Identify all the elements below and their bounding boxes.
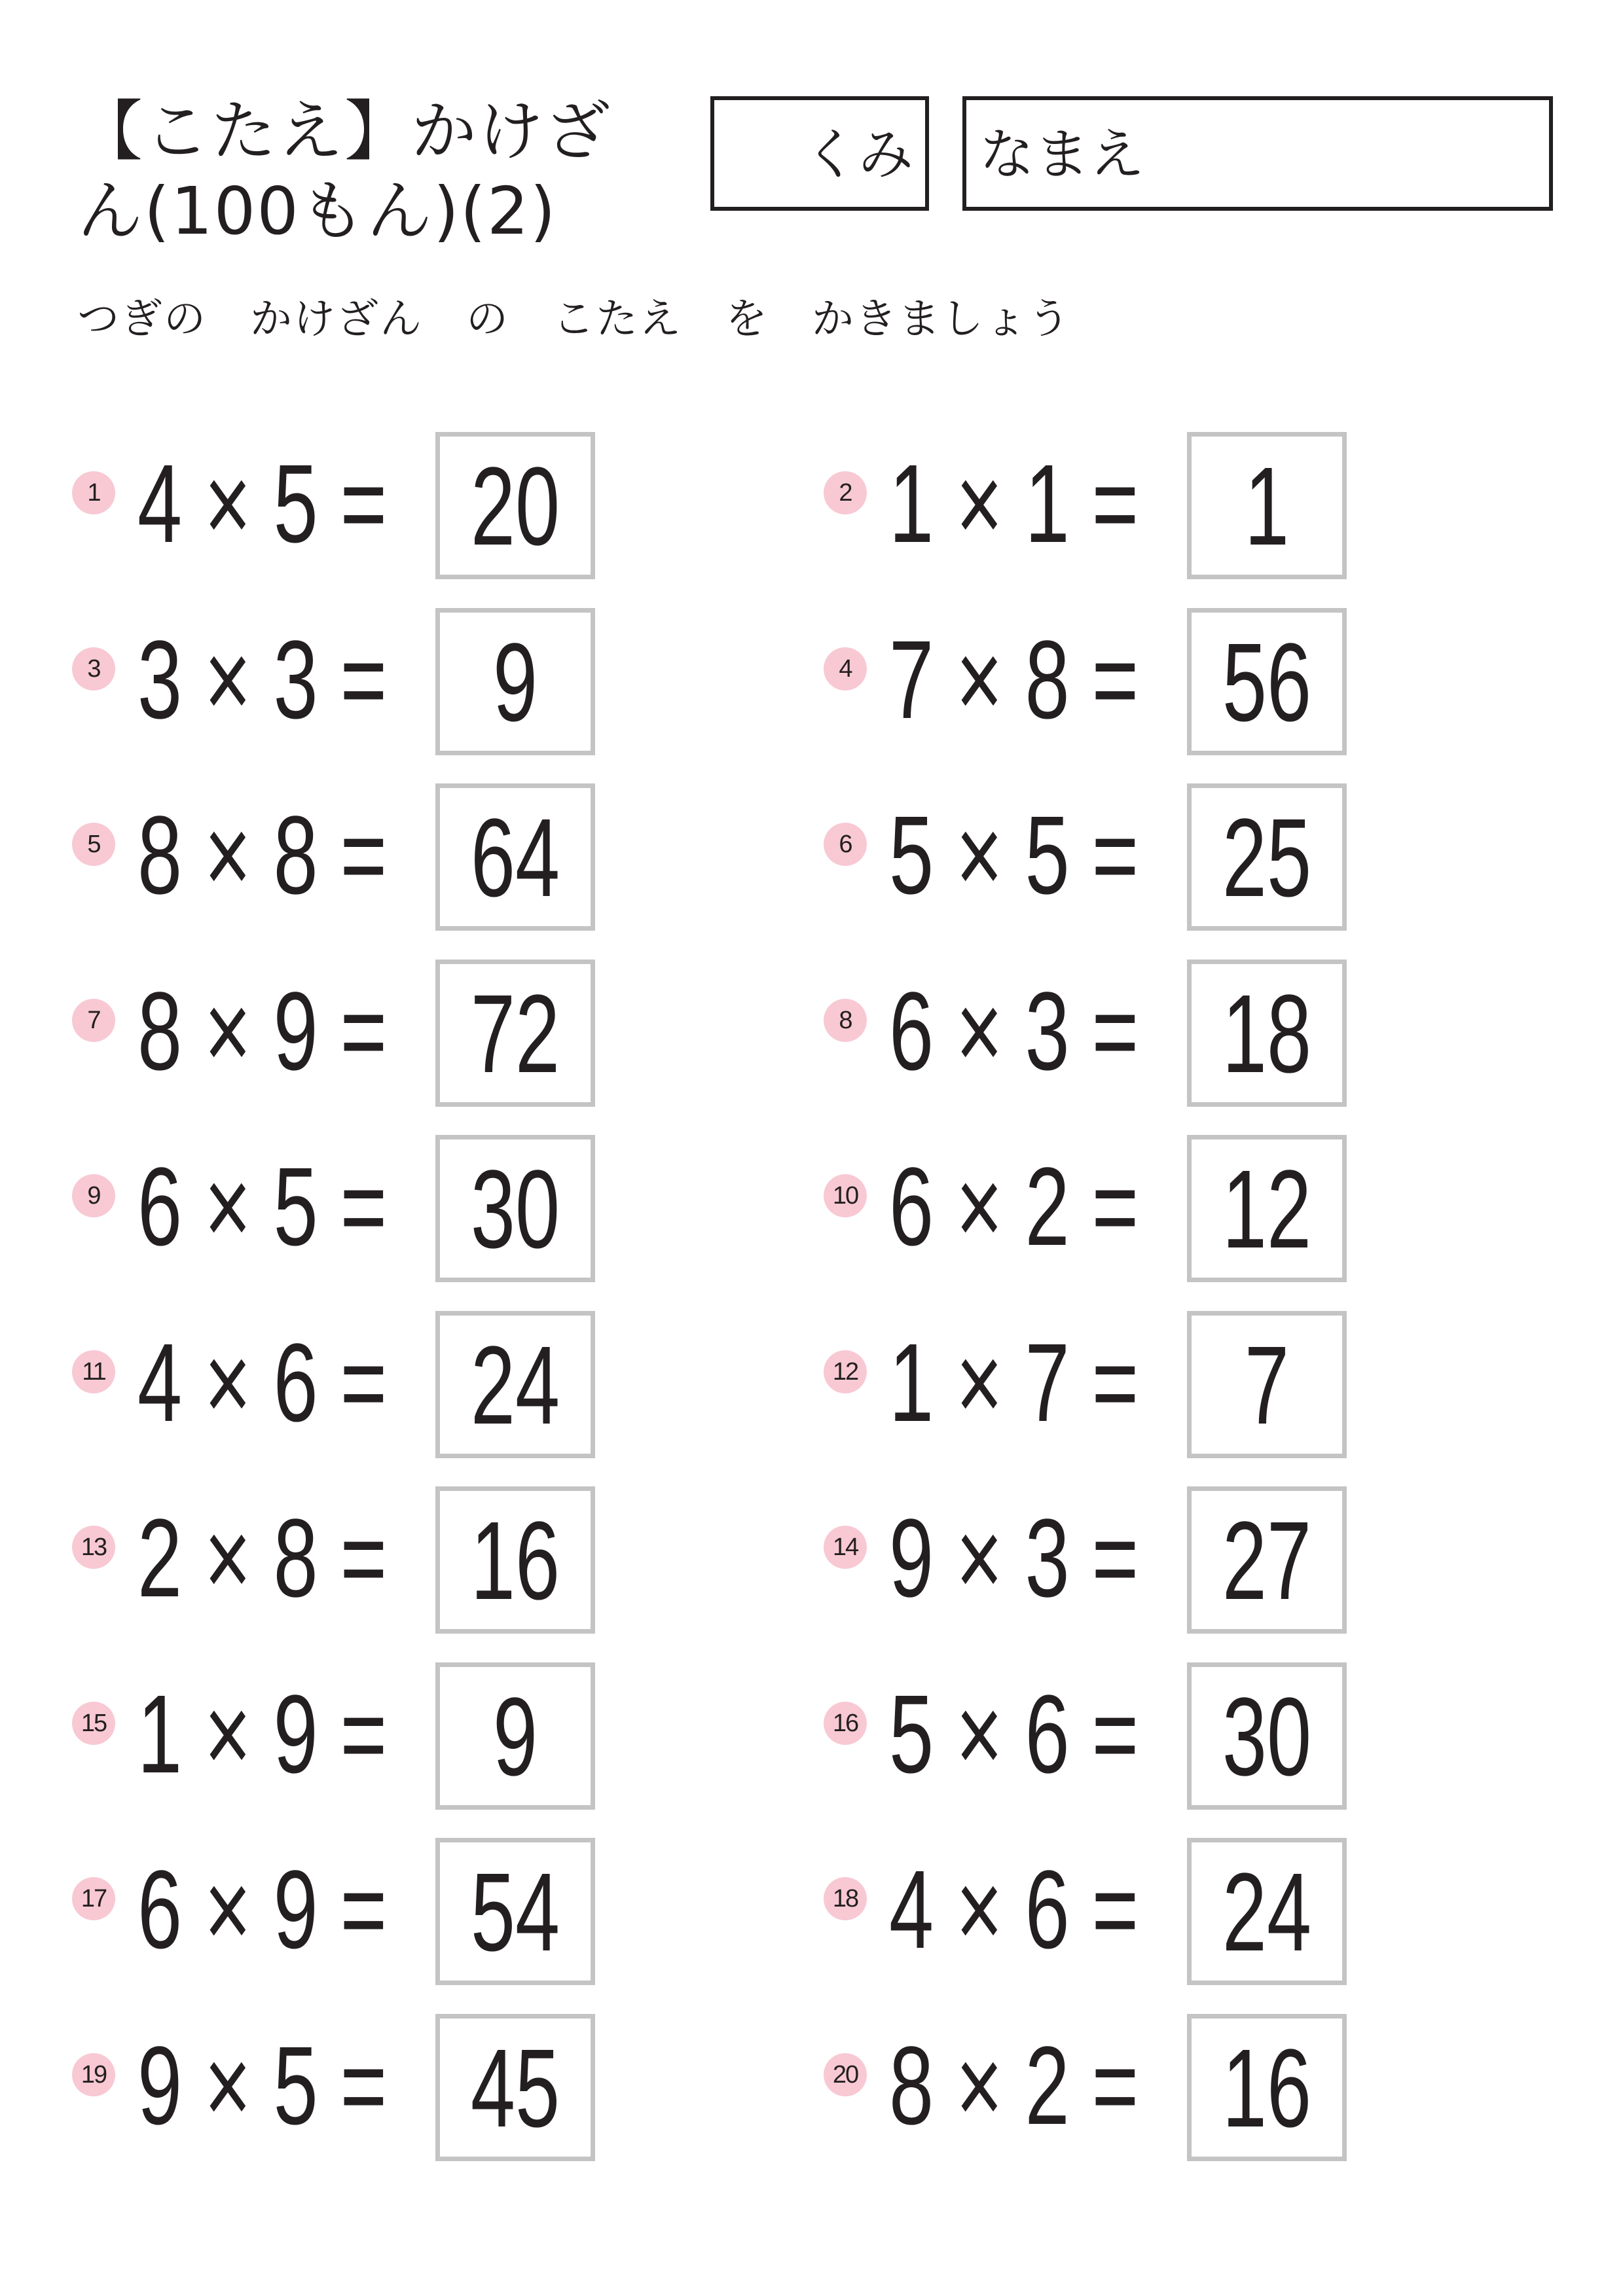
problem-number: 6 (824, 823, 867, 866)
answer-value: 7 (1244, 1323, 1290, 1448)
equation-text: 2 × 8 = (137, 1496, 388, 1621)
problem-number: 8 (824, 999, 867, 1042)
problem-number: 16 (824, 1702, 867, 1745)
answer-value: 72 (470, 971, 560, 1096)
problem-number: 10 (824, 1174, 867, 1217)
equation-text: 4 × 6 = (137, 1320, 388, 1445)
answer-box[interactable] (1187, 960, 1347, 1107)
equation-text: 3 × 3 = (137, 617, 388, 742)
problem-number: 12 (824, 1350, 867, 1393)
answer-value: 25 (1222, 796, 1312, 920)
problem-number: 5 (72, 823, 115, 866)
instruction-text: つぎの かけざん の こたえ を かきましょう (77, 295, 1071, 344)
name-label: なまえ (979, 122, 1145, 187)
answer-box[interactable] (435, 1311, 595, 1458)
answer-value: 20 (470, 444, 560, 569)
equation-text: 6 × 2 = (889, 1145, 1139, 1269)
answer-box[interactable] (1187, 2014, 1347, 2161)
problem-number: 19 (72, 2053, 115, 2096)
name-field[interactable] (962, 96, 1553, 211)
answer-value: 9 (492, 1674, 538, 1799)
equation-text: 9 × 5 = (137, 2023, 388, 2148)
answer-value: 30 (1222, 1674, 1312, 1799)
answer-value: 24 (1222, 1850, 1312, 1975)
class-label: くみ (803, 122, 913, 187)
equation-text: 1 × 9 = (137, 1672, 388, 1797)
equation-text: 6 × 3 = (889, 969, 1139, 1094)
answer-box[interactable] (435, 1486, 595, 1634)
problem-number: 17 (72, 1877, 115, 1920)
problem-number: 9 (72, 1174, 115, 1217)
answer-value: 64 (470, 796, 560, 920)
answer-box[interactable] (1187, 432, 1347, 579)
answer-value: 30 (470, 1147, 560, 1272)
problem-number: 15 (72, 1702, 115, 1745)
answer-box[interactable] (435, 1135, 595, 1282)
answer-box[interactable] (1187, 1135, 1347, 1282)
equation-text: 1 × 1 = (889, 442, 1139, 566)
answer-value: 27 (1222, 1499, 1312, 1623)
answer-value: 45 (470, 2026, 560, 2151)
problem-number: 3 (72, 647, 115, 691)
equation-text: 4 × 6 = (889, 1848, 1139, 1972)
answer-box[interactable] (1187, 1662, 1347, 1810)
answer-box[interactable] (435, 608, 595, 755)
answer-box[interactable] (435, 1838, 595, 1985)
problem-number: 1 (72, 471, 115, 514)
equation-text: 1 × 7 = (889, 1320, 1139, 1445)
answer-value: 54 (470, 1850, 560, 1975)
problem-number: 11 (72, 1350, 115, 1393)
answer-value: 56 (1222, 620, 1312, 745)
answer-box[interactable] (1187, 783, 1347, 931)
equation-text: 8 × 2 = (889, 2023, 1139, 2148)
answer-value: 9 (492, 620, 538, 745)
equation-text: 9 × 3 = (889, 1496, 1139, 1621)
answer-value: 18 (1222, 971, 1312, 1096)
problem-number: 13 (72, 1526, 115, 1569)
equation-text: 5 × 5 = (889, 793, 1139, 918)
problem-number: 7 (72, 999, 115, 1042)
problem-number: 2 (824, 471, 867, 514)
equation-text: 4 × 5 = (137, 442, 388, 566)
equation-text: 8 × 9 = (137, 969, 388, 1094)
answer-box[interactable] (435, 783, 595, 931)
answer-box[interactable] (1187, 1838, 1347, 1985)
answer-box[interactable] (435, 960, 595, 1107)
answer-box[interactable] (435, 2014, 595, 2161)
answer-box[interactable] (1187, 608, 1347, 755)
problem-number: 18 (824, 1877, 867, 1920)
class-field[interactable] (710, 96, 929, 211)
problem-number: 14 (824, 1526, 867, 1569)
equation-text: 7 × 8 = (889, 617, 1139, 742)
answer-box[interactable] (435, 1662, 595, 1810)
equation-text: 5 × 6 = (889, 1672, 1139, 1797)
answer-value: 1 (1244, 444, 1290, 569)
answer-value: 24 (470, 1323, 560, 1448)
answer-value: 16 (470, 1499, 560, 1623)
answer-box[interactable] (1187, 1486, 1347, 1634)
answer-box[interactable] (1187, 1311, 1347, 1458)
equation-text: 6 × 5 = (137, 1145, 388, 1269)
equation-text: 6 × 9 = (137, 1848, 388, 1972)
worksheet-title: 【こたえ】かけざん(100もん)(2) (77, 93, 611, 249)
answer-value: 12 (1222, 1147, 1312, 1272)
problem-number: 20 (824, 2053, 867, 2096)
answer-box[interactable] (435, 432, 595, 579)
answer-value: 16 (1222, 2026, 1312, 2151)
problem-number: 4 (824, 647, 867, 691)
equation-text: 8 × 8 = (137, 793, 388, 918)
